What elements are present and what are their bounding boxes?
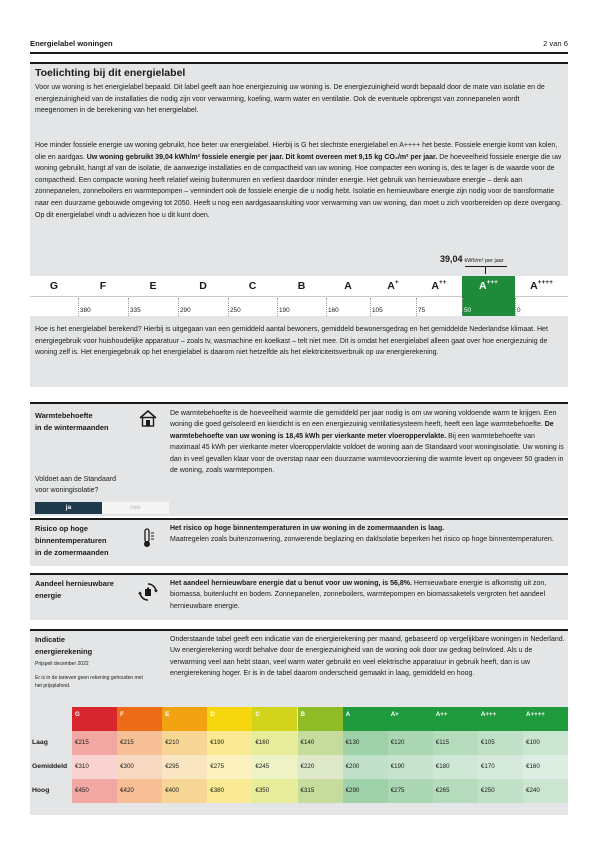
risico-text — [170, 523, 565, 546]
energy-value — [440, 254, 550, 264]
table-cell: €315 — [298, 779, 343, 803]
paragraph-intro: Voor uw woning is het energielabel bepaald. Dit label geeft aan hoe energiezuinig uw woning is. De energiezuinigheid wordt bepaald door de mate van isolatie en de energiezuinigheid van de installaties die nodig zijn voor verwarming, koeling, warm water en ventilatie. Ook de eventuele opbrengst van zonnepanelen wordt meegenomen in de berekening van het energielabel. — [35, 84, 545, 115]
scale-threshold: 105 — [372, 307, 383, 314]
scale-label: F — [99, 280, 107, 292]
scale-label: A+++ — [479, 279, 498, 292]
table-cell: €295 — [162, 755, 207, 779]
scale-threshold: 290 — [180, 307, 191, 314]
row-label: Gemiddeld — [30, 755, 72, 779]
table-cell: €450 — [72, 779, 117, 803]
table-header-cell: A++++ — [523, 707, 568, 731]
scale-threshold: 250 — [230, 307, 241, 314]
section-divider — [30, 518, 568, 520]
section-divider — [30, 402, 568, 404]
document-title: Energielabel woningen — [30, 39, 113, 48]
row-label: Laag — [30, 731, 72, 755]
table-header-cell: G — [72, 707, 117, 731]
house-icon — [138, 410, 158, 430]
value-marker-line — [465, 266, 507, 267]
paragraph-fossil — [35, 140, 563, 221]
text-span: Bij een warmtebehoefte van maximaal 45 kWh per vierkante meter vloeroppervlakte voldoet de woning aan de Standaard voor woningisolatie. Uw woning is dan in veel gevallen klaar voor de overstap naar een duurzame warmtevoorziening die warmte levert op ongeveer 50 graden in de woning, zoals warmtepompen. — [170, 432, 564, 475]
table-header-cell: F — [117, 707, 162, 731]
scale-cell — [370, 276, 416, 316]
warmte-text — [170, 408, 565, 476]
table-header-cell: A++ — [433, 707, 478, 731]
table-cell: €210 — [162, 731, 207, 755]
title-line: Aandeel hernieuwbare — [35, 579, 114, 588]
section-title — [35, 634, 92, 658]
section-divider — [30, 62, 568, 64]
section-title — [35, 410, 109, 434]
scale-cell — [30, 276, 78, 316]
scale-threshold: 75 — [418, 307, 426, 314]
page-number: 2 van 6 — [543, 39, 568, 48]
title-line: binnentemperaturen — [35, 536, 107, 545]
title-line: Warmtebehoefte — [35, 411, 93, 420]
table-cell: €170 — [478, 755, 523, 779]
scale-cell — [326, 276, 370, 316]
table-header-cell: C — [252, 707, 297, 731]
scale-separator — [78, 298, 79, 316]
scale-label-superscript: +++ — [486, 279, 498, 286]
thermometer-icon — [138, 528, 158, 551]
scale-threshold: 0 — [517, 307, 521, 314]
table-cell: €300 — [117, 755, 162, 779]
value-marker-tick — [485, 266, 486, 274]
table-cell: €100 — [523, 731, 568, 755]
table-cell: €310 — [72, 755, 117, 779]
table-cell: €245 — [252, 755, 297, 779]
scale-label: G — [49, 280, 59, 292]
bold-text: Het risico op hoge binnentemperaturen in uw woning in de zomermaanden is laag. — [170, 525, 445, 532]
scale-separator — [416, 298, 417, 316]
scale-separator — [128, 298, 129, 316]
question-line: Voldoet aan de Standaard — [35, 476, 116, 483]
indicatie-text: Onderstaande tabel geeft een indicatie van de energierekening per maand, gebaseerd op vergelijkbare woningen in Nederland. Uw energierekening wordt behalve door de energiezuinigheid van de woning ook door uw gedrag beïnvloed. Als u de verwarming veel aan hebt staan, veel warm water gebruikt en veel elektrische apparatuur in gebruik heeft, dan is uw energierekening hoger. Er is in de tabel daarom onderscheid gemaakt in laag, gemiddeld en hoog. — [170, 636, 565, 678]
text-span: De hoeveelheid fossiele energie die uw woning gebruikt, hangt af van de isolatie, de aanwezige installaties en de compactheid van uw woning. Hoe compacter een woning is, des te lager is de waarde voor de compactheid. Een compacte woning heeft relatief weinig buitenmuren en verliest daardoor minder energie. Het gebruik van hernieuwbare energie – denk aan zonnepanelen, zonneboilers en warmtepompen – vermindert ook de fossiele energie die u nodig hebt. Isolatie en hernieuwbare energie zijn nodig voor de transformatie naar een duurzame gebouwde omgeving tot 2050. Heeft u nog een aardgasaansluiting voor verwarming van uw woning, dan moet u zich voorbereiden op deze overgang. Op dit energielabel vindt u adviezen hoe u dit kunt doen. — [35, 153, 562, 219]
scale-threshold: 335 — [130, 307, 141, 314]
scale-separator — [178, 298, 179, 316]
title-line: Risico op hoge — [35, 524, 88, 533]
hernieuwbaar-text — [170, 578, 565, 612]
scale-cell — [515, 276, 568, 316]
section-title: Toelichting bij dit energielabel — [35, 67, 186, 79]
table-cell: €265 — [433, 779, 478, 803]
scale-label: A+ — [387, 279, 399, 292]
table-header-cell: A+++ — [478, 707, 523, 731]
bold-text: Het aandeel hernieuwbare energie dat u benut voor uw woning, is 56,8%. — [170, 580, 412, 587]
table-row — [30, 731, 568, 755]
table-cell: €420 — [117, 779, 162, 803]
title-line: in de wintermaanden — [35, 423, 109, 432]
title-line: Indicatie — [35, 635, 65, 644]
table-cell: €115 — [433, 731, 478, 755]
table-cell: €380 — [207, 779, 252, 803]
scale-cell — [128, 276, 178, 316]
warmtebehoefte-section — [30, 402, 568, 516]
price-cap-note: Er is in de tarieven geen rekening gehouden met het prijsplafond. — [35, 675, 143, 689]
table-cell: €220 — [298, 755, 343, 779]
row-label: Hoog — [30, 779, 72, 803]
table-cell: €350 — [252, 779, 297, 803]
table-cell: €140 — [298, 731, 343, 755]
label-scale — [30, 276, 568, 316]
section-title — [35, 523, 109, 559]
table-row — [30, 755, 568, 779]
text-span: Maatregelen zoals buitenzonwering, zonwerende beglazing en daklsolatie beperken het risico op hoge binnentemperaturen. — [170, 536, 554, 544]
hernieuwbaar-section — [30, 573, 568, 620]
section-divider — [30, 629, 568, 631]
bold-text: Uw woning gebruikt 39,04 kWh/m² fossiele energie per jaar. Dit komt overeen met 9,15 kg CO₂/m² per jaar. — [86, 153, 438, 161]
scale-separator — [277, 298, 278, 316]
table-header-cell: A — [343, 707, 388, 731]
table-header-cell: B — [298, 707, 343, 731]
table-header-cell: D — [207, 707, 252, 731]
bold-text: De warmtebehoefte van uw woning is 18,45 kWh per vierkante meter vloeroppervlakte. — [170, 421, 554, 440]
scale-label: C — [248, 280, 257, 292]
title-line: energie — [35, 591, 62, 600]
header-divider — [30, 52, 568, 54]
scale-label: B — [297, 280, 306, 292]
text-span: Hernieuwbare energie is afkomstig uit zon, biomassa, buitenlucht en bodem. Zonnepanelen, zonneboilers, warmtepompen en biomassaketels vergroten het aandeel hernieuwbare energie. — [170, 580, 547, 610]
scale-separator — [462, 298, 463, 316]
section-divider — [30, 573, 568, 575]
scale-label: A++++ — [530, 279, 553, 292]
scale-cell — [416, 276, 462, 316]
scale-cell — [462, 276, 515, 316]
title-line: in de zomermaanden — [35, 548, 109, 557]
scale-threshold: 160 — [328, 307, 339, 314]
table-cell: €130 — [343, 731, 388, 755]
renewable-icon — [138, 582, 158, 605]
scale-threshold: 190 — [279, 307, 290, 314]
table-cell: €400 — [162, 779, 207, 803]
scale-label: A — [344, 280, 352, 292]
scale-cell — [277, 276, 326, 316]
table-row — [30, 779, 568, 803]
table-cell: €200 — [343, 755, 388, 779]
nee-option: nee — [102, 502, 169, 514]
scale-cell — [178, 276, 228, 316]
table-cell: €215 — [117, 731, 162, 755]
table-cell: €180 — [433, 755, 478, 779]
table-cell: €160 — [252, 731, 297, 755]
table-cell: €120 — [388, 731, 433, 755]
scale-label-superscript: + — [394, 279, 399, 286]
standard-toggle — [35, 502, 169, 514]
table-cell: €250 — [478, 779, 523, 803]
scale-cell — [228, 276, 277, 316]
scale-label-superscript: ++++ — [537, 279, 553, 286]
risico-section — [30, 518, 568, 566]
scale-separator — [515, 298, 516, 316]
table-cell: €105 — [478, 731, 523, 755]
scale-label: A++ — [431, 279, 447, 292]
table-header-cell: E — [162, 707, 207, 731]
standard-question — [35, 474, 155, 496]
table-cell: €190 — [207, 731, 252, 755]
table-cell: €215 — [72, 731, 117, 755]
price-level-note: Prijspeil december 2022 — [35, 661, 89, 667]
scale-cell — [78, 276, 128, 316]
table-cell: €275 — [207, 755, 252, 779]
table-cell: €190 — [388, 755, 433, 779]
scale-label: E — [149, 280, 157, 292]
scale-threshold: 380 — [80, 307, 91, 314]
value-unit: kWh/m² per jaar — [464, 258, 504, 264]
table-cell: €290 — [343, 779, 388, 803]
page-header — [30, 39, 568, 53]
question-line: voor woningisolatie? — [35, 487, 99, 494]
table-cell: €160 — [523, 755, 568, 779]
scale-threshold: 50 — [464, 307, 472, 314]
table-header-row — [30, 707, 568, 731]
scale-separator — [370, 298, 371, 316]
section-title — [35, 578, 114, 602]
text-span: De warmtebehoefte is de hoeveelheid warmte die gemiddeld per jaar nodig is om uw woning voldoende warm te krijgen. Een woning die goed geïsoleerd en kierdicht is en een energiezuinig ventilatiesysteem heeft, heeft een lage warmtebehoefte. — [170, 410, 557, 429]
scale-label-superscript: ++ — [439, 279, 447, 286]
value-number: 39,04 — [440, 254, 463, 264]
toelichting-section — [30, 62, 568, 387]
table-header-cell: A+ — [388, 707, 433, 731]
scale-separator — [228, 298, 229, 316]
paragraph-calculation: Hoe is het energielabel berekend? Hierbij is uitgegaan van een gemiddeld aantal bewoners, gemiddeld bewonersgedrag en het gemiddelde Nederlandse klimaat. Het energiegebruik voor huishoudelijke apparatuur – zoals tv, wasmachine en koelkast – telt niet mee. Dit is omdat het energielabel alleen gaat over hoe energiezuinig de woning zelf is. Het energiegebruik op het energielabel is daarom niet hetzelfde als het elektriciteitsverbruik op uw energierekening. — [35, 326, 548, 357]
table-cell: €275 — [388, 779, 433, 803]
ja-option: ja — [35, 502, 102, 514]
text-span: Hoe minder fossiele energie uw woning gebruikt, hoe beter uw energielabel. Hierbij is G het slechtste energielabel en A++++ het beste. Fossiele energie komt van kolen, olie en aardgas. — [35, 142, 558, 161]
scale-label: D — [199, 280, 207, 292]
table-cell: €240 — [523, 779, 568, 803]
title-line: energierekening — [35, 647, 93, 656]
scale-separator — [326, 298, 327, 316]
